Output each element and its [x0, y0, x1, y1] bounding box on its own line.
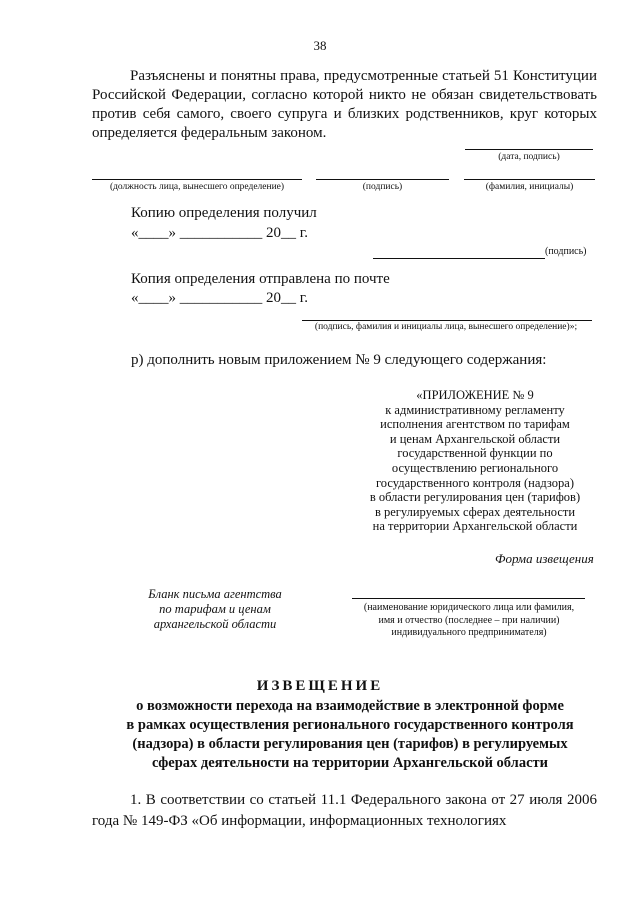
appendix-line: государственного контроля (надзора): [375, 475, 575, 490]
rights-paragraph: Разъяснены и понятны права, предусмотренные статьей 51 Конституции Российской Федерации, согласно которой никто не обязан свидетельствовать против себя самого, своего супруга и близких родственников, круг которых определяется федеральным законом.: [92, 68, 597, 141]
appendix-line: на территории Архангельской области: [372, 519, 578, 534]
copy-sent-caption: (подпись, фамилия и инициалы лица, вынесшего определение)»;: [314, 322, 578, 332]
appendix-line: исполнения агентством по тарифам: [380, 417, 570, 432]
copy-sent-date: «____» ___________ 20__ г.: [131, 290, 308, 306]
copy-received-date: «____» ___________ 20__ г.: [131, 225, 308, 241]
date-signature-line: [465, 149, 593, 150]
name-caption: (фамилия, инициалы): [485, 182, 574, 192]
subtitle-line: о возможности перехода на взаимодействие в электронной форме: [136, 698, 564, 714]
signature-caption: (подпись): [362, 182, 403, 192]
copy-received-signature-line: [373, 258, 545, 259]
org-caption-line: индивидуального предпринимателя): [391, 627, 547, 638]
appendix-line: государственной функции по: [397, 446, 553, 461]
subtitle-line: сферах деятельности на территории Архангельской области: [152, 755, 548, 771]
item-r: р) дополнить новым приложением № 9 следующего содержания:: [131, 352, 547, 368]
notice-title: ИЗВЕЩЕНИЕ: [256, 678, 384, 694]
org-caption-line: имя и отчество (последнее – при наличии): [378, 614, 560, 626]
blank-line: по тарифам и ценам: [159, 602, 271, 616]
appendix-line: к административному регламенту: [385, 402, 565, 417]
blank-line: Бланк письма агентства: [148, 587, 282, 601]
appendix-line: и ценам Архангельской области: [389, 431, 561, 446]
copy-sent-label: Копия определения отправлена по почте: [131, 271, 390, 287]
body-paragraph: 1. В соответствии со статьей 11.1 Федерального закона от 27 июля 2006 года № 149-ФЗ «Об информации, информационных технологиях: [92, 792, 597, 829]
subtitle-line: в рамках осуществления регионального государственного контроля: [126, 717, 574, 733]
copy-received-signature-caption: (подпись): [545, 246, 587, 257]
appendix-line: осуществлению регионального: [391, 460, 559, 475]
position-line: [92, 179, 302, 180]
appendix-header: [350, 388, 600, 534]
copy-received-label: Копию определения получил: [131, 205, 317, 221]
blank-line: архангельской области: [153, 617, 277, 631]
name-line: [464, 179, 595, 180]
date-signature-caption: (дата, подпись): [498, 152, 560, 162]
position-caption: (должность лица, вынесшего определение): [109, 182, 285, 192]
appendix-line: в регулируемых сферах деятельности: [374, 504, 576, 519]
appendix-line: в области регулирования цен (тарифов): [369, 490, 581, 505]
signature-line: [316, 179, 449, 180]
letterhead-blank: [120, 587, 310, 632]
appendix-line: «ПРИЛОЖЕНИЕ № 9: [416, 388, 534, 402]
copy-sent-line: [302, 320, 592, 321]
organization-line: [352, 598, 585, 599]
notice-subtitle: [60, 697, 640, 773]
org-caption-line: (наименование юридического лица или фамилия,: [363, 602, 575, 613]
subtitle-line: (надзора) в области регулирования цен (тарифов) в регулируемых: [132, 736, 568, 752]
form-label: Форма извещения: [495, 551, 594, 566]
page-number: 38: [313, 38, 327, 53]
organization-caption: [343, 602, 595, 640]
